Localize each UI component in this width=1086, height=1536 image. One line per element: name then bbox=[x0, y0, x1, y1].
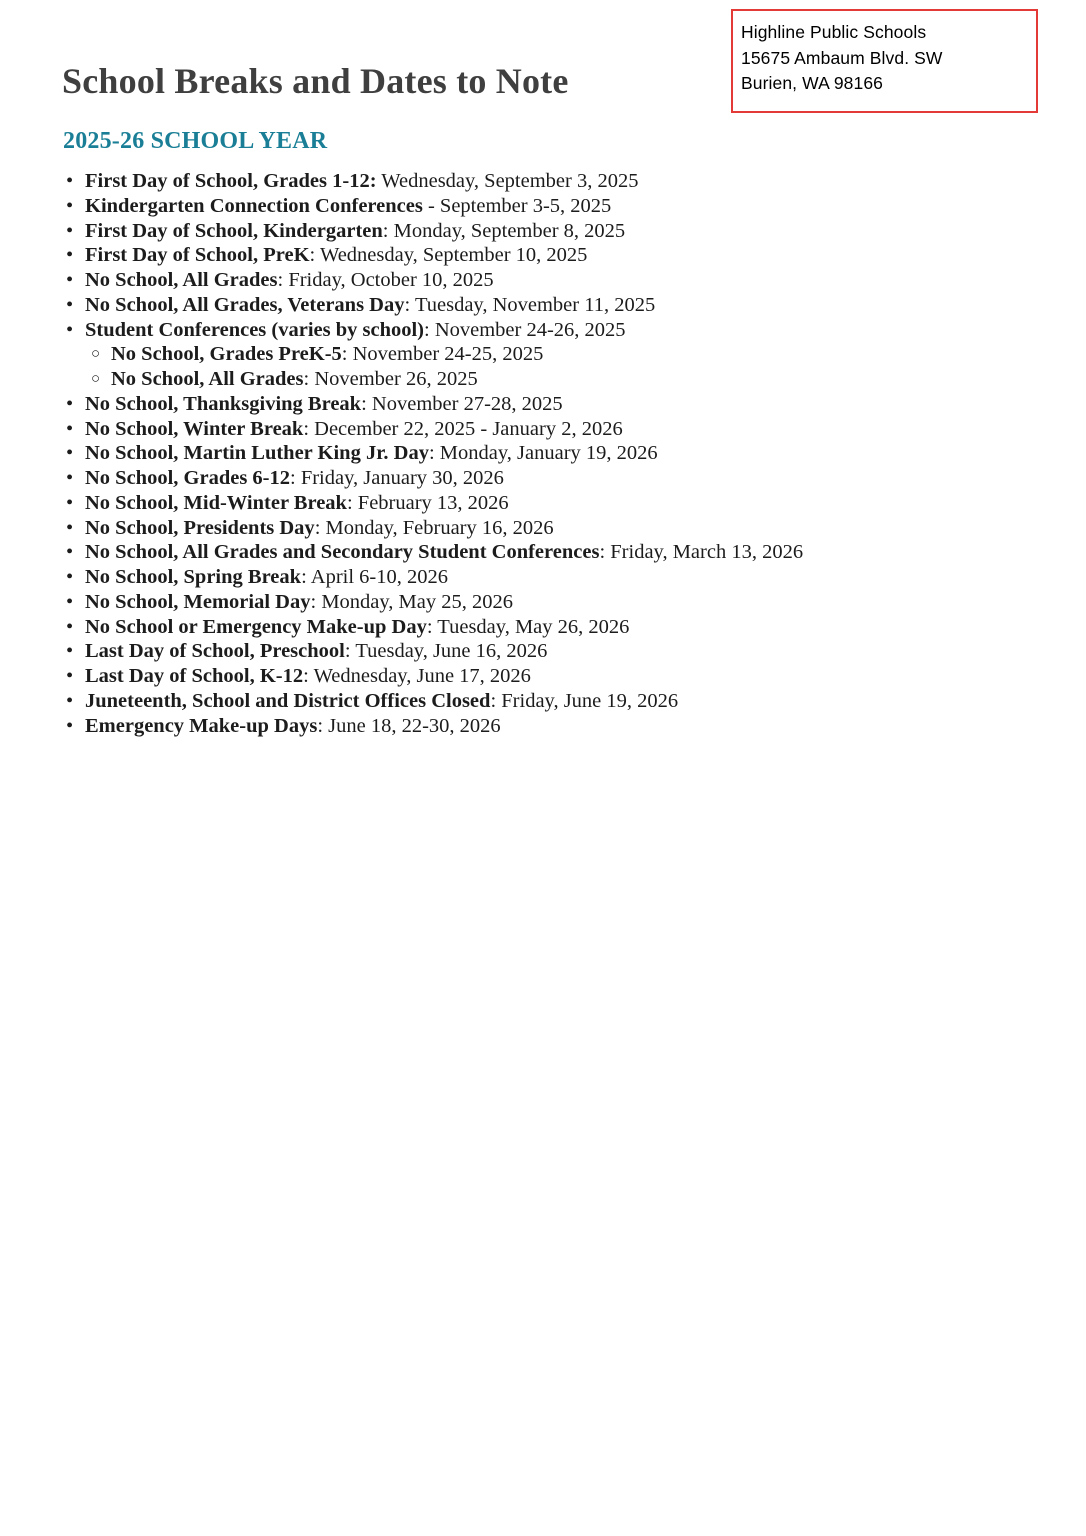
list-item-date: Tuesday, May 26, 2026 bbox=[437, 615, 630, 638]
list-item-separator: : bbox=[317, 714, 329, 737]
list-item bbox=[0, 194, 1086, 219]
bullet-icon: • bbox=[66, 516, 74, 539]
list-item-text bbox=[85, 540, 803, 565]
list-item-label: First Day of School, Grades 1-12: bbox=[85, 170, 377, 192]
bullet-icon: • bbox=[66, 640, 74, 663]
list-item-date: Wednesday, September 3, 2025 bbox=[376, 170, 639, 192]
list-item bbox=[0, 318, 1086, 343]
list-item-label: No School, Thanksgiving Break bbox=[85, 392, 362, 415]
list-item-text bbox=[85, 590, 513, 615]
list-item-text bbox=[85, 714, 501, 739]
bullet-icon: • bbox=[66, 566, 74, 588]
list-item-separator: : bbox=[382, 219, 394, 242]
list-item-separator: : bbox=[310, 590, 322, 613]
list-item bbox=[0, 441, 1086, 466]
list-item-date: February 13, 2026 bbox=[357, 491, 509, 514]
list-item-label: Juneteenth, School and District Offices Closed bbox=[85, 689, 491, 712]
bullet-icon: • bbox=[66, 615, 74, 638]
list-item-separator: : bbox=[344, 640, 356, 663]
list-item-date: November 24-26, 2025 bbox=[434, 318, 626, 341]
list-item-date: Friday, June 19, 2026 bbox=[501, 689, 679, 712]
bullet-icon: • bbox=[66, 170, 74, 192]
list-item bbox=[0, 219, 1086, 244]
list-item-text bbox=[85, 615, 629, 640]
list-item-text bbox=[85, 392, 563, 417]
list-item-label: Last Day of School, Preschool bbox=[85, 640, 345, 663]
bullet-icon: • bbox=[66, 714, 74, 737]
list-item-text bbox=[85, 268, 494, 293]
list-item bbox=[0, 714, 1086, 739]
list-item bbox=[0, 689, 1086, 714]
list-item bbox=[0, 293, 1086, 318]
list-item-label: No School, Mid-Winter Break bbox=[85, 491, 347, 514]
address-line-street: 15675 Ambaum Blvd. SW bbox=[741, 47, 943, 68]
bullet-icon: • bbox=[66, 442, 74, 465]
address-line-city-state-zip: Burien, WA 98166 bbox=[741, 73, 884, 93]
list-item-text bbox=[85, 516, 554, 541]
sub-bullet-icon: ○ bbox=[91, 371, 101, 387]
list-item-date: Friday, October 10, 2025 bbox=[288, 269, 494, 291]
bullet-icon: • bbox=[66, 392, 74, 415]
list-item-label: No School, All Grades and Secondary Student Conferences bbox=[85, 541, 600, 564]
list-item-text bbox=[85, 169, 638, 194]
list-item bbox=[0, 466, 1086, 491]
list-item bbox=[0, 540, 1086, 565]
list-item-text bbox=[85, 491, 509, 516]
list-item bbox=[0, 516, 1086, 541]
section-heading-school-year: 2025-26 SCHOOL YEAR bbox=[63, 128, 328, 154]
list-item-separator: : bbox=[301, 566, 311, 588]
list-item-label: No School, Presidents Day bbox=[85, 516, 315, 539]
list-item-label: Kindergarten Connection Conferences bbox=[85, 194, 423, 217]
list-item bbox=[0, 417, 1086, 442]
bullet-icon: • bbox=[66, 417, 74, 440]
list-item bbox=[0, 590, 1086, 615]
list-item-text bbox=[85, 441, 658, 466]
list-item-label: No School, All Grades, Veterans Day bbox=[85, 293, 405, 316]
bullet-icon: • bbox=[66, 491, 74, 514]
list-item-label: Student Conferences (varies by school) bbox=[85, 318, 424, 341]
address-line-district-name: Highline Public Schools bbox=[741, 22, 927, 42]
list-item-text bbox=[85, 565, 448, 590]
list-item-date: Monday, May 25, 2026 bbox=[321, 590, 514, 613]
list-item-text bbox=[85, 689, 678, 714]
list-item-label: Emergency Make-up Days bbox=[85, 714, 318, 737]
list-item-text bbox=[85, 219, 625, 244]
list-item-label: No School, Grades PreK-5 bbox=[111, 343, 342, 366]
sub-bullet-icon: ○ bbox=[91, 346, 101, 363]
list-item-date: Tuesday, June 16, 2026 bbox=[355, 640, 548, 663]
list-item-separator: : bbox=[341, 343, 353, 366]
list-item-separator: - bbox=[422, 194, 440, 217]
list-item-date: Monday, September 8, 2025 bbox=[393, 219, 626, 242]
list-item-text bbox=[85, 417, 623, 442]
list-item-separator: : bbox=[303, 368, 315, 390]
list-item-text bbox=[111, 367, 478, 392]
bullet-icon: • bbox=[66, 244, 74, 267]
bullet-icon: • bbox=[66, 269, 74, 291]
list-item bbox=[0, 615, 1086, 640]
list-item bbox=[0, 367, 1086, 392]
list-item bbox=[0, 664, 1086, 689]
list-item-label: No School, Winter Break bbox=[85, 417, 304, 440]
list-item-date: April 6-10, 2026 bbox=[310, 566, 448, 588]
list-item-date: Tuesday, November 11, 2025 bbox=[414, 293, 656, 316]
list-item bbox=[0, 639, 1086, 664]
list-item-label: First Day of School, Kindergarten bbox=[85, 219, 383, 242]
list-item-text bbox=[85, 639, 547, 664]
list-item-separator: : bbox=[424, 318, 435, 341]
list-item-date: November 24-25, 2025 bbox=[352, 343, 544, 366]
list-item bbox=[0, 243, 1086, 268]
list-item bbox=[0, 565, 1086, 590]
list-item-separator: : bbox=[426, 615, 438, 638]
list-item-text bbox=[111, 342, 543, 367]
list-item-separator: : bbox=[309, 244, 320, 267]
list-item bbox=[0, 169, 1086, 194]
list-item-separator: : bbox=[346, 491, 358, 514]
list-item-date: Monday, February 16, 2026 bbox=[325, 516, 554, 539]
list-item-label: No School, All Grades bbox=[85, 269, 278, 291]
list-item-date: June 18, 22-30, 2026 bbox=[328, 714, 501, 737]
list-item-date: Wednesday, September 10, 2025 bbox=[319, 244, 588, 267]
bullet-icon: • bbox=[66, 541, 74, 564]
list-item-date: Wednesday, June 17, 2026 bbox=[313, 665, 531, 687]
bullet-icon: • bbox=[66, 689, 74, 712]
list-item-separator: : bbox=[490, 689, 502, 712]
bullet-icon: • bbox=[66, 467, 74, 489]
list-item-text bbox=[85, 466, 504, 491]
list-item-text bbox=[85, 243, 587, 268]
list-item-date: September 3-5, 2025 bbox=[439, 194, 612, 217]
list-item-separator: : bbox=[599, 541, 611, 564]
list-item-text bbox=[85, 664, 531, 689]
list-item-date: Friday, March 13, 2026 bbox=[610, 541, 804, 564]
list-item-date: Friday, January 30, 2026 bbox=[300, 467, 504, 489]
list-item-date: Monday, January 19, 2026 bbox=[439, 442, 658, 465]
list-item-date: December 22, 2025 - January 2, 2026 bbox=[314, 417, 623, 440]
list-item-label: No School or Emergency Make-up Day bbox=[85, 615, 427, 638]
bullet-icon: • bbox=[66, 194, 74, 217]
list-item-separator: : bbox=[303, 665, 314, 687]
list-item-text bbox=[85, 293, 655, 318]
list-item-separator: : bbox=[314, 516, 326, 539]
list-item bbox=[0, 268, 1086, 293]
list-item-label: No School, All Grades bbox=[111, 368, 304, 390]
list-item-separator: : bbox=[277, 269, 289, 291]
list-item bbox=[0, 342, 1086, 367]
list-item-separator: : bbox=[361, 392, 372, 415]
list-item-label: No School, Martin Luther King Jr. Day bbox=[85, 442, 429, 465]
list-item bbox=[0, 392, 1086, 417]
list-item-date: November 27-28, 2025 bbox=[371, 392, 563, 415]
bullet-icon: • bbox=[66, 590, 74, 613]
page-title: School Breaks and Dates to Note bbox=[62, 61, 569, 101]
list-item-text bbox=[85, 318, 626, 343]
school-dates-list bbox=[0, 169, 1086, 738]
bullet-icon: • bbox=[66, 219, 74, 242]
district-address-box bbox=[731, 9, 1038, 113]
list-item-label: No School, Grades 6-12 bbox=[85, 467, 290, 489]
list-item-separator: : bbox=[290, 467, 301, 489]
list-item bbox=[0, 491, 1086, 516]
list-item-label: Last Day of School, K-12 bbox=[85, 665, 304, 687]
list-item-date: November 26, 2025 bbox=[314, 368, 478, 390]
bullet-icon: • bbox=[66, 293, 74, 316]
list-item-separator: : bbox=[404, 293, 415, 316]
bullet-icon: • bbox=[66, 318, 74, 341]
list-item-separator: : bbox=[303, 417, 315, 440]
list-item-separator: : bbox=[428, 442, 440, 465]
list-item-label: First Day of School, PreK bbox=[85, 244, 310, 267]
list-item-label: No School, Memorial Day bbox=[85, 590, 311, 613]
bullet-icon: • bbox=[66, 665, 74, 687]
list-item-label: No School, Spring Break bbox=[85, 566, 302, 588]
list-item-text bbox=[85, 194, 611, 219]
